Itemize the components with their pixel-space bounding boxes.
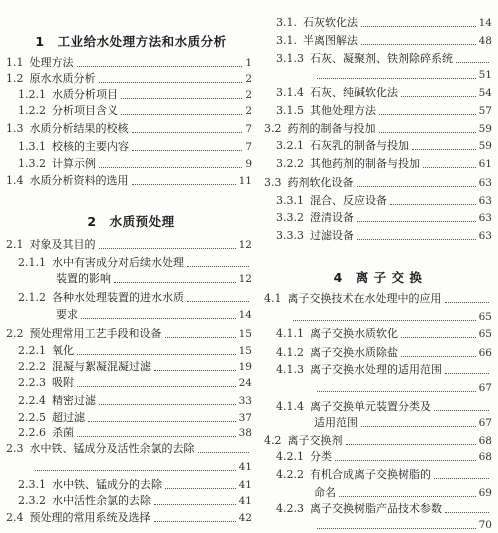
dot-leader	[445, 512, 489, 513]
page-number: 2	[245, 73, 252, 85]
toc-entry[interactable]	[6, 238, 252, 252]
toc-entry[interactable]	[6, 442, 252, 456]
section-number: 1.2.1	[18, 88, 46, 101]
dot-leader	[346, 444, 476, 445]
dot-leader	[99, 82, 243, 83]
page-number: 41	[238, 479, 252, 491]
toc-entry[interactable]	[276, 86, 492, 100]
section-number: 2.4	[6, 511, 24, 524]
section-title: 离子交换水质软化	[310, 327, 398, 340]
toc-entry[interactable]	[314, 486, 492, 500]
section-number: 2.1.2	[18, 291, 46, 304]
page-number: 70	[478, 519, 492, 531]
dot-leader	[390, 204, 476, 205]
dot-leader	[88, 421, 236, 422]
dot-leader	[132, 132, 243, 133]
page-number: 38	[238, 427, 252, 439]
page-number: 63	[478, 195, 492, 207]
toc-entry[interactable]	[264, 434, 492, 448]
section-number: 4.1.3	[276, 363, 304, 376]
page-number: 59	[478, 140, 492, 152]
page-number: 63	[478, 212, 492, 224]
page-number: 68	[478, 435, 492, 447]
section-number: 2.3.2	[18, 494, 46, 507]
toc-entry[interactable]	[18, 494, 252, 508]
section-title: 水质分析资料的选用	[29, 174, 129, 187]
dot-leader	[198, 452, 250, 453]
dot-leader	[99, 167, 242, 168]
section-number: 2.2.2	[18, 360, 46, 373]
section-number: 1.3.1	[18, 140, 46, 153]
section-title: 适用范围	[314, 416, 358, 429]
section-title: 其他药剂的制备与投加	[310, 157, 420, 170]
section-number: 1.2.2	[18, 104, 46, 117]
toc-entry[interactable]	[56, 308, 252, 322]
toc-entry[interactable]	[6, 72, 252, 86]
section-number: 3.2.1	[276, 139, 304, 152]
toc-entry[interactable]	[276, 16, 492, 30]
section-title: 离子交换剂	[287, 434, 343, 447]
toc-entry[interactable]	[276, 327, 492, 341]
section-number: 2.2.6	[18, 426, 46, 439]
toc-entry[interactable]	[18, 394, 252, 408]
dot-leader	[456, 62, 489, 63]
page-number: 15	[238, 345, 252, 357]
section-title: 超过滤	[52, 411, 85, 424]
section-title: 离子交换单元装置分类及	[310, 400, 431, 413]
chapter-4-heading: 4 离 子 交 换	[333, 270, 423, 285]
page-number: 33	[238, 395, 252, 407]
dot-leader	[99, 404, 236, 405]
dot-leader	[445, 302, 490, 303]
page-number: 7	[245, 123, 252, 135]
dot-leader	[434, 410, 489, 411]
section-number: 3.3.3	[276, 229, 304, 242]
toc-entry[interactable]	[6, 56, 252, 70]
section-title: 混凝与絮凝混凝过滤	[52, 360, 151, 373]
section-title: 过滤设备	[310, 229, 354, 242]
dot-leader	[77, 66, 243, 67]
section-number: 3.1.	[276, 34, 297, 47]
section-number: 3.1.5	[276, 104, 304, 117]
section-title: 混合、反应设备	[310, 194, 387, 207]
page-number: 63	[478, 230, 492, 242]
section-title: 离子交换水处理的适用范围	[310, 363, 442, 376]
page-number: 63	[478, 177, 492, 189]
dot-leader	[154, 521, 236, 522]
section-number: 4.2	[264, 434, 282, 447]
section-number: 2.1	[6, 238, 24, 251]
page-number: 59	[478, 123, 492, 135]
dot-leader	[412, 149, 476, 150]
section-number: 3.3.2	[276, 211, 304, 224]
toc-entry[interactable]	[276, 502, 492, 516]
section-title: 校核的主要内容	[52, 140, 129, 153]
section-title: 计算示例	[52, 157, 96, 170]
dot-leader	[165, 337, 236, 338]
toc-entry[interactable]	[6, 327, 252, 341]
section-number: 3.1.3	[276, 52, 304, 65]
section-number: 2.2.3	[18, 376, 46, 389]
section-title: 水质分析结果的校核	[29, 122, 129, 135]
dot-leader	[317, 391, 476, 392]
dot-leader	[401, 337, 476, 338]
toc-entry[interactable]	[276, 194, 492, 208]
toc-entry[interactable]	[6, 511, 252, 525]
toc-entry[interactable]	[18, 88, 252, 102]
section-title: 水中铁、锰成分及活性余氯的去除	[29, 442, 195, 455]
toc-entry[interactable]	[18, 104, 252, 118]
section-title: 药剂的制备与投加	[287, 122, 376, 135]
dot-leader	[361, 26, 476, 27]
section-title: 离子交换水质除盐	[310, 346, 398, 359]
dot-leader	[187, 301, 249, 302]
dot-leader	[81, 318, 236, 319]
dot-leader	[401, 356, 476, 357]
page-number: 67	[478, 382, 492, 394]
page-number: 37	[238, 412, 252, 424]
toc-entry[interactable]	[264, 122, 492, 136]
toc-entry[interactable]	[264, 176, 492, 190]
section-title: 分析项目含义	[52, 104, 118, 117]
toc-entry[interactable]	[18, 360, 252, 374]
section-number: 4.2.1	[276, 450, 304, 463]
section-number: 3.3	[264, 176, 282, 189]
page-number: 61	[478, 158, 492, 170]
page-number: 7	[245, 141, 252, 153]
dot-leader	[77, 386, 236, 387]
section-number: 3.2.2	[276, 157, 304, 170]
section-title: 有机合成离子交换树脂的	[310, 468, 431, 481]
toc-entry[interactable]	[18, 426, 252, 440]
section-number: 3.1.4	[276, 86, 304, 99]
section-number: 2.1.1	[18, 256, 46, 269]
section-title: 石灰、凝聚剂、铁剂除碎系统	[310, 52, 453, 65]
section-title: 石灰乳的制备与投加	[310, 139, 409, 152]
toc-entry[interactable]	[290, 310, 492, 324]
toc-entry[interactable]	[18, 411, 252, 425]
toc-entry[interactable]	[276, 211, 492, 225]
section-number: 4.2.2	[276, 468, 304, 481]
toc-entry[interactable]	[276, 363, 492, 377]
dot-leader	[379, 114, 476, 115]
dot-leader	[293, 320, 476, 321]
toc-entry[interactable]	[18, 157, 252, 171]
section-title: 精密过滤	[52, 394, 96, 407]
section-number: 2.2.4	[18, 394, 46, 407]
section-number: 2.3	[6, 442, 24, 455]
toc-entry[interactable]	[314, 68, 492, 82]
toc-entry[interactable]	[6, 122, 252, 136]
section-title: 离子交换树脂产品技术参数	[310, 502, 442, 515]
section-number: 4.1	[264, 292, 282, 305]
section-number: 4.1.1	[276, 327, 304, 340]
dot-leader	[187, 266, 249, 267]
section-title: 装置的影响	[56, 272, 111, 285]
dot-leader	[423, 167, 476, 168]
dot-leader	[114, 282, 236, 283]
toc-entry[interactable]	[314, 381, 492, 395]
dot-leader	[357, 221, 476, 222]
section-number: 4.1.4	[276, 400, 304, 413]
dot-leader	[99, 248, 236, 249]
toc-entry[interactable]	[276, 52, 492, 66]
section-title: 石灰、纯碱软化法	[310, 86, 398, 99]
section-title: 药剂软化设备	[287, 176, 354, 189]
toc-entry[interactable]	[18, 376, 252, 390]
section-number: 2.2.1	[18, 344, 46, 357]
section-number: 3.1.	[276, 16, 297, 29]
dot-leader	[339, 496, 476, 497]
page-number: 14	[478, 17, 492, 29]
dot-leader	[35, 470, 236, 471]
page-number: 67	[478, 417, 492, 429]
section-title: 半离图解法	[303, 34, 358, 47]
section-title: 水中活性余氯的去除	[52, 494, 151, 507]
dot-leader	[165, 488, 236, 489]
section-title: 分类	[310, 450, 332, 463]
page-number: 54	[478, 87, 492, 99]
toc-entry[interactable]	[18, 291, 252, 305]
page-number: 57	[478, 105, 492, 117]
toc-entry[interactable]	[276, 400, 492, 414]
dot-leader	[77, 436, 236, 437]
section-number: 1.4	[6, 174, 24, 187]
page-number: 2	[245, 89, 252, 101]
chapter-1-heading: 1 工业给水处理方法和水质分析	[35, 34, 227, 49]
section-number: 1.3.2	[18, 157, 46, 170]
page-number: 12	[238, 273, 252, 285]
toc-entry[interactable]	[276, 468, 492, 482]
page-number: 19	[238, 361, 252, 373]
section-number: 1.3	[6, 122, 24, 135]
dot-leader	[121, 98, 242, 99]
dot-leader	[361, 426, 476, 427]
page-number: 41	[238, 461, 252, 473]
page-number: 14	[238, 309, 252, 321]
toc-entry[interactable]	[18, 140, 252, 154]
toc-entry[interactable]	[276, 229, 492, 243]
toc-entry[interactable]	[18, 256, 252, 270]
page-number: 69	[478, 487, 492, 499]
section-title: 水中有害成分对后续水处理	[52, 256, 184, 269]
page-number: 12	[238, 239, 252, 251]
dot-leader	[445, 373, 489, 374]
dot-leader	[121, 114, 242, 115]
dot-leader	[361, 44, 476, 45]
section-number: 2.2.5	[18, 411, 46, 424]
dot-leader	[317, 528, 476, 529]
dot-leader	[379, 132, 476, 133]
page-number: 42	[238, 512, 252, 524]
page-number: 68	[478, 451, 492, 463]
page-number: 2	[245, 105, 252, 117]
page-number: 48	[478, 35, 492, 47]
chapter-2-heading: 2 水质预处理	[87, 214, 175, 229]
page-number: 41	[238, 495, 252, 507]
toc-entry[interactable]	[32, 460, 252, 474]
section-number: 3.3.1	[276, 194, 304, 207]
toc-entry[interactable]	[314, 416, 492, 430]
section-title: 处理方法	[29, 56, 74, 69]
section-title: 吸附	[52, 376, 74, 389]
section-number: 1.1	[6, 56, 24, 69]
page-number: 11	[238, 175, 252, 187]
page-number: 65	[478, 311, 492, 323]
section-number: 2.3.1	[18, 478, 46, 491]
dot-leader	[154, 504, 236, 505]
section-number: 4.2.3	[276, 502, 304, 515]
section-title: 命名	[314, 486, 336, 499]
section-title: 要求	[56, 308, 78, 321]
dot-leader	[335, 460, 476, 461]
page-number: 51	[478, 69, 492, 81]
page-number: 24	[238, 377, 252, 389]
dot-leader	[357, 239, 476, 240]
page-number: 1	[245, 57, 252, 69]
section-title: 预处理的常用系统及选择	[29, 511, 151, 524]
dot-leader	[154, 370, 236, 371]
toc-entry[interactable]	[6, 174, 252, 188]
section-title: 原水水质分析	[29, 72, 96, 85]
section-number: 1.2	[6, 72, 24, 85]
toc-entry[interactable]	[276, 450, 492, 464]
section-title: 对象及其目的	[29, 238, 96, 251]
toc-entry[interactable]	[276, 346, 492, 360]
section-number: 3.2	[264, 122, 282, 135]
section-title: 氧化	[52, 344, 74, 357]
dot-leader	[132, 184, 236, 185]
section-title: 杀菌	[52, 426, 74, 439]
toc-entry[interactable]	[276, 104, 492, 118]
page-number: 65	[478, 328, 492, 340]
dot-leader	[77, 354, 236, 355]
section-number: 4.1.2	[276, 346, 304, 359]
section-title: 水质分析项目	[52, 88, 118, 101]
section-title: 其他处理方法	[310, 104, 376, 117]
toc-entry[interactable]	[276, 34, 492, 48]
section-title: 预处理常用工艺手段和设备	[29, 327, 162, 340]
section-number: 2.2	[6, 327, 24, 340]
page-number: 66	[478, 347, 492, 359]
dot-leader	[434, 478, 489, 479]
toc-entry[interactable]	[264, 292, 492, 306]
dot-leader	[132, 150, 242, 151]
dot-leader	[317, 78, 476, 79]
section-title: 各种水处理装置的进水水质	[52, 291, 184, 304]
toc-entry[interactable]	[18, 344, 252, 358]
page-number: 9	[245, 158, 252, 170]
section-title: 石灰软化法	[303, 16, 358, 29]
toc-entry[interactable]	[314, 518, 492, 532]
toc-entry[interactable]	[56, 272, 252, 286]
section-title: 水中铁、锰成分的去除	[52, 478, 162, 491]
dot-leader	[357, 186, 476, 187]
toc-entry[interactable]	[18, 478, 252, 492]
section-title: 澄清设备	[310, 211, 354, 224]
page-number: 15	[238, 328, 252, 340]
toc-entry[interactable]	[276, 139, 492, 153]
dot-leader	[401, 96, 476, 97]
section-title: 离子交换技术在水处理中的应用	[287, 292, 442, 305]
toc-entry[interactable]	[276, 157, 492, 171]
